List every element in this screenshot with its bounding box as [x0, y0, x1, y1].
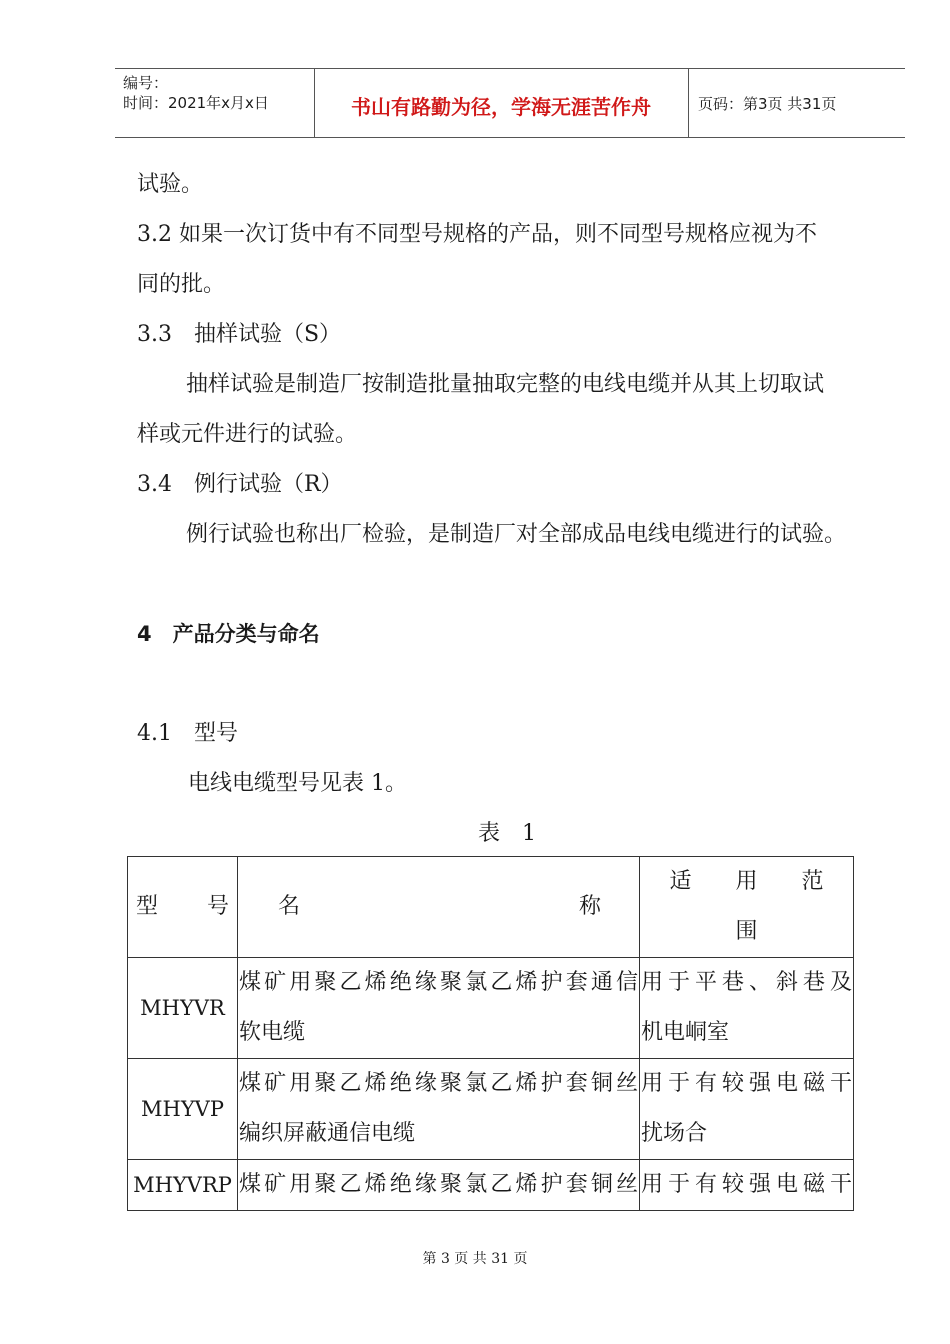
- header-name-char2: 称: [578, 894, 601, 919]
- row-model: MHYVR: [128, 958, 238, 1059]
- table-header-row: [128, 857, 854, 958]
- model-table: [127, 856, 854, 1211]
- heading-4-1: 4.1 型号: [137, 721, 238, 746]
- table-row: [128, 1160, 854, 1211]
- heading-3-3: 3.3 抽样试验（S）: [137, 322, 342, 347]
- paragraph-3-4: 例行试验也称出厂检验，是制造厂对全部成品电线电缆进行的试验。: [186, 522, 847, 547]
- row-scope: [640, 1160, 854, 1211]
- heading-3-4: 3.4 例行试验（R）: [137, 472, 343, 497]
- header-model-char2: 号: [206, 894, 229, 919]
- row-name-line2: 编织屏蔽通信电缆: [239, 1121, 416, 1146]
- page-footer: 第 3 页 共 31 页: [422, 1251, 528, 1267]
- row-name-line1: 煤矿用聚乙烯绝缘聚氯乙烯护套通信: [239, 970, 638, 995]
- row-scope: [640, 958, 854, 1059]
- header-scope: [640, 857, 854, 958]
- doc-number-label: 编号：: [123, 74, 169, 92]
- row-scope-line2: 机电峒室: [641, 1020, 730, 1045]
- row-model: MHYVP: [128, 1059, 238, 1160]
- header-meta: [123, 73, 269, 113]
- header-divider: [688, 69, 689, 137]
- header-name-char1: 名: [278, 894, 301, 919]
- row-scope: [640, 1059, 854, 1160]
- table-row: [128, 958, 854, 1059]
- row-name: [238, 1160, 640, 1211]
- page-header: [115, 68, 905, 138]
- paragraph-4-1: 电线电缆型号见表 1。: [188, 771, 407, 796]
- row-model: MHYVRP: [128, 1160, 238, 1211]
- row-name: [238, 1059, 640, 1160]
- paragraph-3-2-line1: 3.2 如果一次订货中有不同型号规格的产品，则不同型号规格应视为不: [137, 222, 817, 247]
- header-motto: 书山有路勤为径，学海无涯苦作舟: [351, 95, 651, 119]
- row-name: [238, 958, 640, 1059]
- header-name: [238, 857, 640, 958]
- paragraph-3-3-line2: 样或元件进行的试验。: [137, 422, 358, 447]
- heading-4: 4 产品分类与命名: [137, 622, 320, 646]
- row-scope-line1: 用于有较强电磁干: [641, 1172, 852, 1197]
- row-scope-line1: 用于平巷、斜巷及: [641, 970, 852, 995]
- paragraph-continuation: 试验。: [137, 172, 204, 197]
- paragraph-3-2-line2: 同的批。: [137, 272, 226, 297]
- header-scope-line2: 围: [735, 919, 758, 944]
- paragraph-3-3-line1: 抽样试验是制造厂按制造批量抽取完整的电线电缆并从其上切取试: [186, 372, 825, 397]
- header-scope-line1: 适 用 范: [669, 869, 824, 894]
- row-scope-line2: 扰场合: [641, 1121, 708, 1146]
- row-scope-line1: 用于有较强电磁干: [641, 1071, 852, 1096]
- table-caption: 表 1: [478, 821, 536, 846]
- table-row: [128, 1059, 854, 1160]
- header-model: [128, 857, 238, 958]
- row-name-line1: 煤矿用聚乙烯绝缘聚氯乙烯护套铜丝: [239, 1071, 638, 1096]
- header-model-char1: 型: [136, 894, 159, 919]
- row-name-line2: 软电缆: [239, 1020, 306, 1045]
- row-name-line1: 煤矿用聚乙烯绝缘聚氯乙烯护套铜丝: [239, 1172, 638, 1197]
- date-line: 时间：2021年x月x日: [123, 94, 269, 112]
- header-page-info: 页码：第3页 共31页: [698, 95, 837, 113]
